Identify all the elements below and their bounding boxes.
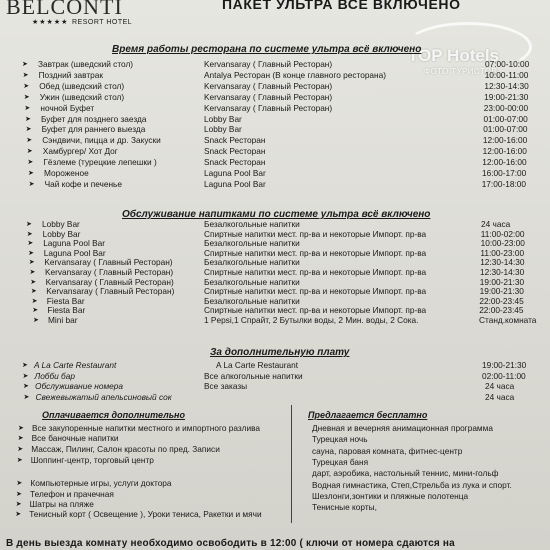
meal-name: Завтрак (шведский стол) — [38, 59, 134, 69]
meal-location: Lobby Bar — [204, 124, 242, 135]
drink-time: 24 часа — [481, 219, 511, 229]
table-row — [0, 392, 550, 403]
watermark-subtitle: ФОТО ТУРИСТОВ — [424, 67, 498, 76]
meal-time: 07:00-10:00 — [485, 59, 530, 69]
checkout-note: В день выезда комнату необходимо освободить в 12:00 ( ключи от номера сдаются на — [6, 538, 455, 549]
arrow-bullet-icon: ➤ — [23, 393, 30, 401]
drink-type: Спиртные напитки мест. пр-ва и некоторые Импорт. пр-ва — [204, 286, 427, 297]
arrow-bullet-icon: ➤ — [26, 137, 33, 145]
table-row — [0, 360, 550, 371]
meal-time: 16:00-17:00 — [482, 168, 527, 178]
meal-time: 10:00-11:00 — [484, 69, 529, 80]
arrow-bullet-icon: ➤ — [23, 383, 29, 391]
free-item-label: Турецкая баня — [312, 456, 369, 467]
arrow-bullet-icon: ➤ — [30, 278, 37, 286]
meal-name: Чай кофе и печенье — [44, 178, 122, 189]
bar-name: Lobby Bar — [42, 219, 80, 229]
meal-location: Laguna Pool Bar — [204, 178, 266, 189]
drink-time: 11:00-02:00 — [480, 228, 525, 239]
hotel-logo — [2, 0, 152, 32]
bar-name: Laguna Pool Bar — [43, 247, 106, 258]
table-row — [0, 59, 550, 70]
logo-wordmark: BELCONTI — [6, 0, 123, 19]
meal-location: Snack Ресторан — [204, 157, 266, 168]
table-row — [0, 135, 550, 146]
paid-extra-title: Оплачивается дополнительно — [42, 410, 185, 420]
drink-type: Спиртные напитки мест. пр-ва и некоторые Импорт. пр-ва — [204, 228, 427, 239]
drink-type: Безалкогольные напитки — [204, 238, 300, 249]
meal-time: 01:00-07:00 — [483, 124, 528, 135]
arrow-bullet-icon: ➤ — [30, 288, 37, 296]
meal-time: 23:00-00:00 — [483, 102, 529, 113]
service-name: Обслуживание номера — [35, 381, 123, 392]
drink-type: Спиртные напитки мест. пр-ва и некоторые Импорт. пр-ва — [204, 267, 427, 277]
arrow-bullet-icon: ➤ — [27, 240, 34, 248]
paid-item-label: Телефон и прачечная — [30, 489, 114, 499]
drink-type: Безалкогольные напитки — [204, 219, 300, 229]
drink-time: 12:30-14:30 — [480, 257, 525, 268]
service-name: Лобби бар — [34, 370, 75, 381]
arrow-bullet-icon: ➤ — [22, 61, 28, 68]
arrow-bullet-icon: ➤ — [28, 249, 34, 257]
meal-name: Ужин (шведский стол) — [39, 91, 125, 102]
meal-name: Хамбургер/ Хот Дог — [42, 146, 118, 157]
drink-time: 10:00-23:00 — [480, 238, 525, 249]
arrow-bullet-icon: ➤ — [33, 317, 39, 324]
free-item-label: Тенисные корты, — [312, 502, 377, 513]
bar-name: Laguna Pool Bar — [43, 238, 106, 249]
meal-location: Kervansaray ( Главный Ресторан) — [204, 102, 333, 113]
drink-type: Безалкогольные напитки — [204, 295, 300, 306]
drink-type: Безалкогольные напитки — [204, 257, 300, 268]
arrow-bullet-icon: ➤ — [22, 372, 29, 380]
arrow-bullet-icon: ➤ — [29, 269, 36, 276]
free-item-label: Дневная и вечерняя анимационная программа — [312, 423, 493, 433]
meal-name: Гёзлеме (турецкие лепешки ) — [43, 157, 157, 168]
table-row — [0, 81, 550, 92]
drink-type: Безалкогольные напитки — [204, 276, 300, 287]
meal-location: Snack Ресторан — [204, 135, 266, 146]
meal-time: 19:00-21:30 — [484, 91, 529, 102]
table-row — [0, 371, 550, 382]
arrow-bullet-icon: ➤ — [28, 259, 35, 267]
bar-name: Kervansaray ( Главный Ресторан) — [46, 286, 175, 297]
drink-time: 11:00-23:00 — [480, 247, 525, 258]
bar-name: Fiesta Bar — [47, 305, 86, 316]
service-time: 19:00-21:30 — [482, 360, 527, 370]
drink-time: 22:00-23:45 — [479, 305, 524, 316]
drink-time: Станд.комната — [479, 315, 537, 325]
paid-item-label: Все закупоренные напитки местного и импортного разлива — [32, 423, 261, 433]
restaurant-section-title: Время работы ресторана по системе ультра всё включено — [112, 44, 422, 55]
arrow-bullet-icon: ➤ — [25, 126, 32, 134]
bar-name: Mini bar — [48, 315, 78, 325]
free-item-label: Турецкая ночь — [312, 434, 368, 445]
free-item-label: Водная гимнастика, Степ,Стрельба из лука и спорт. — [312, 479, 512, 490]
extra-charge-section-title: За дополнительную плату — [210, 347, 350, 358]
drink-type: 1 Pepsi,1 Спрайт, 2 Бутылки воды, 2 Мин. воды, 2 Сока. — [204, 315, 419, 325]
logo-stars: ★★★★★ — [32, 19, 69, 26]
meal-name: ночной Буфет — [40, 102, 95, 113]
meal-time: 12:00-16:00 — [482, 157, 527, 168]
meal-time: 17:00-18:00 — [481, 178, 526, 189]
free-item-label: Шезлонги,зонтики и пляжные полотенца — [312, 490, 469, 501]
paid-item-label: Массаж, Пилинг, Салон красоты по пред. Записи — [31, 444, 220, 454]
table-row — [0, 114, 550, 125]
table-row — [0, 70, 550, 81]
arrow-bullet-icon: ➤ — [17, 435, 24, 442]
table-row — [0, 157, 550, 168]
drink-time: 22:00-23:45 — [479, 295, 524, 306]
drink-time: 12:30-14:30 — [480, 267, 525, 277]
table-row — [0, 179, 550, 190]
drinks-section-title: Обслуживание напитками по системе ультра всё включено — [122, 209, 431, 220]
arrow-bullet-icon: ➤ — [16, 491, 22, 498]
meal-location: Laguna Pool Bar — [204, 168, 266, 178]
table-row — [0, 146, 550, 157]
paid-item-label: Все баночные напитки — [31, 433, 119, 443]
meal-location: Kervansaray ( Главный Ресторан) — [204, 80, 333, 91]
bar-name: Kervansaray ( Главный Ресторан) — [44, 257, 173, 268]
meal-location: Antalya Ресторан (В конце главного ресторана) — [204, 69, 387, 80]
service-time: 24 часа — [485, 381, 515, 392]
service-description: Все алкогольные напитки — [204, 370, 303, 381]
meal-time: 12:00-16:00 — [482, 135, 528, 146]
meal-name: Мороженое — [44, 168, 89, 178]
drink-time: 19:00-21:30 — [479, 276, 525, 287]
service-name: Свежевыжатый апельсиновый сок — [35, 391, 172, 402]
free-item-label: сауна, паровая комната, фитнес-центр — [312, 445, 463, 456]
arrow-bullet-icon: ➤ — [31, 297, 38, 305]
service-description: Все заказы — [204, 381, 248, 392]
arrow-bullet-icon: ➤ — [27, 159, 34, 167]
meal-name: Поздний завтрак — [38, 69, 103, 80]
arrow-bullet-icon: ➤ — [28, 180, 35, 188]
drink-type: Спиртные напитки мест. пр-ва и некоторые Импорт. пр-ва — [204, 247, 427, 258]
meal-location: Lobby Bar — [204, 113, 242, 124]
bar-name: Kervansaray ( Главный Ресторан) — [45, 267, 174, 277]
bar-name: Kervansaray ( Главный Ресторан) — [45, 276, 174, 287]
drink-time: 19:00-21:30 — [479, 286, 524, 297]
arrow-bullet-icon: ➤ — [26, 221, 32, 228]
free-item-label: дарт, аэробика, настольный теннис, мини-гольф — [312, 468, 499, 479]
meal-location: Kervansaray ( Главный Ресторан) — [204, 91, 333, 102]
arrow-bullet-icon: ➤ — [23, 93, 30, 101]
service-name: A La Carte Restaurant — [34, 360, 117, 370]
table-row — [0, 124, 550, 135]
meal-location: Kervansaray ( Главный Ресторан) — [204, 59, 333, 69]
arrow-bullet-icon: ➤ — [17, 446, 24, 453]
table-row — [0, 103, 550, 114]
watermark-logo: TOP Hotels — [408, 46, 500, 65]
meal-time: 12:30-14:30 — [484, 80, 529, 91]
arrow-bullet-icon: ➤ — [16, 457, 23, 464]
document-title: ПАКЕТ УЛЬТРА ВСЕ ВКЛЮЧЕНО — [222, 0, 461, 12]
arrow-bullet-icon: ➤ — [32, 307, 39, 315]
free-services-title: Предлагается бесплатно — [308, 410, 428, 420]
meal-name: Обед (шведский стол) — [39, 80, 125, 91]
arrow-bullet-icon: ➤ — [15, 501, 22, 508]
arrow-bullet-icon: ➤ — [22, 71, 29, 79]
logo-subtitle: RESORT HOTEL — [72, 19, 133, 26]
arrow-bullet-icon: ➤ — [25, 115, 31, 123]
arrow-bullet-icon: ➤ — [18, 425, 24, 432]
meal-time: 12:00-16:00 — [482, 146, 527, 157]
arrow-bullet-icon: ➤ — [26, 148, 33, 156]
arrow-bullet-icon: ➤ — [16, 480, 23, 487]
paid-item-label: Шатры на пляже — [29, 499, 94, 509]
arrow-bullet-icon: ➤ — [15, 511, 22, 518]
arrow-bullet-icon: ➤ — [28, 170, 34, 177]
arrow-bullet-icon: ➤ — [23, 82, 30, 90]
arrow-bullet-icon: ➤ — [24, 104, 31, 112]
meal-location: Snack Ресторан — [204, 146, 266, 157]
paid-item-label: Компьютерные игры, услуги доктора — [30, 478, 172, 488]
meal-name: Буфет для раннего выезда — [41, 124, 146, 135]
bar-name: Lobby Bar — [42, 228, 81, 239]
service-time: 24 часа — [485, 391, 515, 402]
table-row — [0, 381, 550, 392]
service-time: 02:00-11:00 — [482, 370, 526, 381]
service-description: A La Carte Restaurant — [216, 360, 299, 370]
paid-item-label: Тенисный корт ( Освещение ), Уроки тениса, Ракетки и мячи — [29, 509, 262, 519]
meal-name: Сэндвичи, пицца и др. Закуски — [42, 135, 161, 146]
arrow-bullet-icon: ➤ — [22, 362, 28, 369]
drink-type: Спиртные напитки мест. пр-ва и некоторые Импорт. пр-ва — [204, 305, 427, 316]
table-row — [0, 168, 550, 179]
bar-name: Fiesta Bar — [46, 295, 85, 306]
arrow-bullet-icon: ➤ — [26, 230, 33, 238]
table-row — [0, 92, 550, 103]
meal-name: Буфет для позднего заезда — [41, 113, 147, 124]
meal-time: 01:00-07:00 — [483, 113, 528, 124]
table-row — [0, 315, 550, 326]
column-divider — [291, 405, 292, 523]
paid-item-label: Шоппинг-центр, торговый центр — [30, 455, 154, 465]
